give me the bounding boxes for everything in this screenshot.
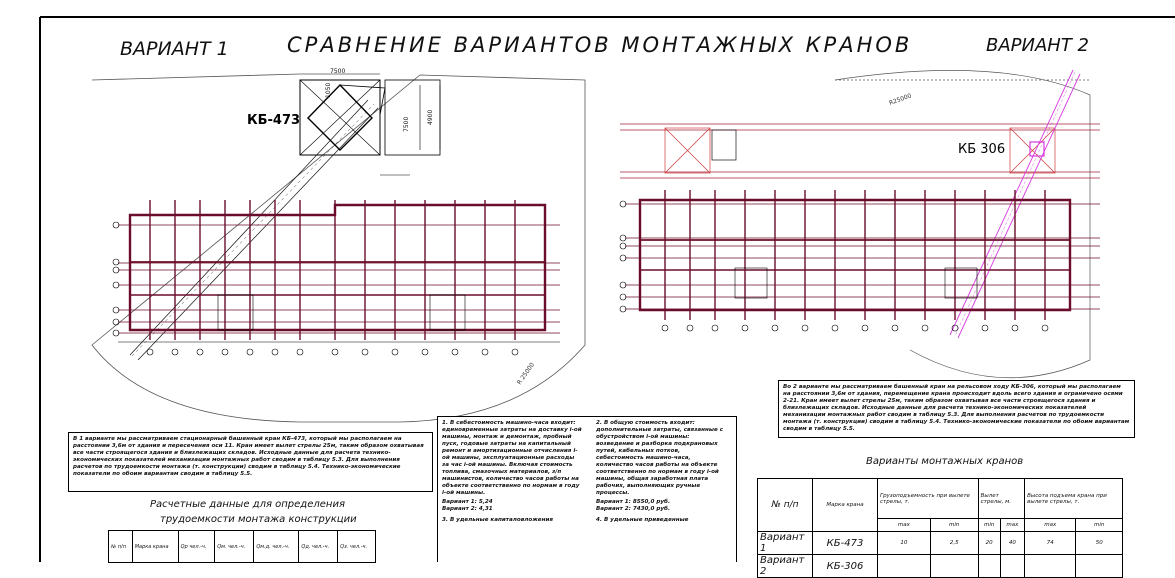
variant1-title: ВАРИАНТ 1 — [120, 38, 229, 60]
cranes-h-load: Грузоподъемность при вылете стрелы, т. — [878, 479, 979, 519]
variant2-title: ВАРИАНТ 2 — [986, 35, 1089, 56]
crane2-radius: R25000 — [888, 92, 913, 107]
cranes-h-reach: Вылет стрелы, м. — [978, 479, 1025, 519]
labor-h-qz: Qз. чел.-ч. — [338, 531, 376, 563]
cranes-h-mark: Марка крана — [813, 479, 878, 532]
row2-v1 — [930, 555, 978, 578]
row2-v5 — [1076, 555, 1123, 578]
row1-v4: 74 — [1025, 532, 1076, 555]
labor-h-qd: Qд. чел.-ч. — [299, 531, 338, 563]
crane-rails — [620, 124, 1100, 178]
axis-bubbles-variant1 — [113, 222, 518, 355]
crane1-radius: R 25000 — [515, 361, 537, 387]
row1-v3: 40 — [1000, 532, 1024, 555]
main-title: СРАВНЕНИЕ ВАРИАНТОВ МОНТАЖНЫХ КРАНОВ — [287, 33, 913, 57]
crane2-label: КБ 306 — [958, 142, 1006, 157]
variant1-description: В 1 варианте мы рассматриваем стационарный башенный кран КБ-473, который мы располагаем на расстоянии 3,6м от здания и пересечения оси 11. Кран имеет вылет стрелы 25м, таким образом охватывая все части строящегося здания и близлежащих складов. Исходные данные для расчета технико-экономических показателей механизации монтажных работ сводим в таблицу 5.3. Для выполнения расчетов по трудоемкости монтажа (т. конструкции) сводим в таблицу 5.4. Технико-экономические показатели по обоим вариантам сводим в таблицу 5.5. — [68, 432, 433, 492]
crane1-dim-d: 4900 — [427, 109, 434, 125]
calc-notes-left: 1. В себестоимость машино-часа входит: единовременные затраты на доставку i-ой машины, монтаж и демонтаж, пробный пуск, годовые затраты на капитальный ремонт и амортизационные отчисления i-ой машины, эксплуатационные расходы за час i-ой машины. Включая стоимость топлива, смазочных материалов, з/п машинистов, количество часов работы на объекте соответственно по нормам в году i-ой машины. Вариант 1: 5,24 Вариант 2: 4,31 3. В удельные капиталовложения — [442, 420, 582, 523]
row2-mark: КБ-306 — [813, 555, 878, 578]
row2-num: Вариант 2 — [758, 555, 813, 578]
sub-height-min: min — [1076, 519, 1123, 532]
crane1-label: КБ-473 — [247, 113, 301, 128]
sub-load-min: min — [930, 519, 978, 532]
labor-table — [108, 530, 376, 563]
calc-notes-right: 2. В общую стоимость входит: дополнительные затраты, связанные с обустройством i-ой машины: возведение и разборка подкрановых путей, кабельных потков, себестоимость машино-часа, количество часов работы на объекте соответственно по нормам в году i-ой машины, общая заработная плата рабочих, выполняющих ручные процессы. Вариант 1: 8550,0 руб. Вариант 2: 7430,0 руб. 4. В удельные приведенные — [596, 420, 724, 523]
labor-h-qmd: Qм.д. чел.-ч. — [254, 531, 299, 563]
row1-v0: 10 — [878, 532, 931, 555]
crane-zone-variant1 — [92, 74, 585, 422]
building-plan-variant2 — [625, 190, 1100, 320]
cranes-table — [757, 478, 1123, 578]
variant2-description: Во 2 варианте мы рассматриваем башенный кран на рельсовом ходу КБ-306, который мы располагаем на расстоянии 3,6м от здания, перемещение крана происходит вдоль всего здания и ограничено осями 2-21. Кран имеет вылет стрелы 25м, таким образом охватывая все части строящегося здания и близлежащих складов. Исходные данные для расчета технико-экономических показателей механизации монтажных работ сводим в таблицу 5.3. Для выполнения расчетов по трудоемкости монтажа (т. конструкции) сводим в таблицу 5.4. Технико-экономические показатели по обоим вариантам сводим в таблицу 5.5. — [778, 380, 1135, 438]
variants-table-title: Варианты монтажных кранов — [866, 456, 1024, 467]
crane1-dim-a: 7500 — [330, 68, 346, 75]
row1-v1: 2,5 — [930, 532, 978, 555]
sub-reach-max: max — [1000, 519, 1024, 532]
labor-h-qr: Qр чел.-ч. — [178, 531, 215, 563]
row1-v5: 50 — [1076, 532, 1123, 555]
crane1-dim-c: 7500 — [403, 116, 410, 132]
table-row — [758, 532, 1123, 555]
cranes-h-height: Высота подъема крана при вылете стрелы, т. — [1025, 479, 1123, 519]
row1-num: Вариант 1 — [758, 532, 813, 555]
row2-v4 — [1025, 555, 1076, 578]
crane1-dim-b: 1050 — [325, 82, 332, 98]
labor-h-num: № п/п — [109, 531, 133, 563]
table-row — [758, 555, 1123, 578]
row1-v2: 20 — [978, 532, 1000, 555]
calc-notes — [437, 416, 737, 562]
sub-load-max: max — [878, 519, 931, 532]
calc-title-line1: Расчетные данные для определения — [150, 499, 345, 510]
axis-bubbles-variant2 — [620, 201, 1048, 331]
calc-title-line2: трудоемкости монтажа конструкции — [160, 514, 357, 525]
cranes-h-num: № п/п — [758, 479, 813, 532]
row2-v0 — [878, 555, 931, 578]
row2-v3 — [1000, 555, 1024, 578]
labor-h-mark: Марка крана — [132, 531, 178, 563]
sub-reach-min: min — [978, 519, 1000, 532]
sub-height-max: max — [1025, 519, 1076, 532]
row2-v2 — [978, 555, 1000, 578]
labor-h-qm: Qм. чел.-ч. — [215, 531, 254, 563]
building-plan-variant1 — [118, 200, 560, 342]
row1-mark: КБ-473 — [813, 532, 878, 555]
